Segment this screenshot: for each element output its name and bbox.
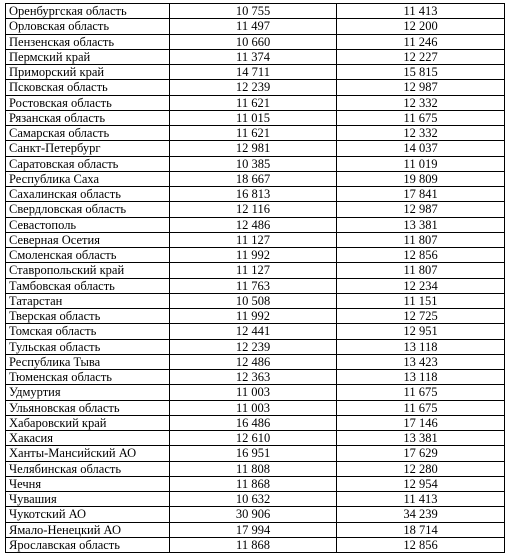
table-row	[6, 156, 505, 171]
value-1-cell: 11 374	[170, 49, 337, 64]
value-1-cell: 11 003	[170, 400, 337, 415]
value-1-cell: 11 015	[170, 110, 337, 125]
region-name-cell: Севастополь	[6, 217, 170, 232]
value-2-cell: 12 954	[337, 476, 505, 491]
region-name-cell: Республика Тыва	[6, 354, 170, 369]
table-row	[6, 80, 505, 95]
table-row	[6, 217, 505, 232]
table-row	[6, 522, 505, 537]
table-row	[6, 263, 505, 278]
region-name-cell: Удмуртия	[6, 385, 170, 400]
value-1-cell: 12 981	[170, 141, 337, 156]
value-2-cell: 12 227	[337, 49, 505, 64]
regions-table	[5, 3, 505, 553]
region-name-cell: Ямало-Ненецкий АО	[6, 522, 170, 537]
region-name-cell: Чечня	[6, 476, 170, 491]
value-1-cell: 10 660	[170, 34, 337, 49]
table-row	[6, 171, 505, 186]
table-row	[6, 202, 505, 217]
value-1-cell: 11 621	[170, 95, 337, 110]
value-2-cell: 11 413	[337, 4, 505, 19]
value-2-cell: 17 629	[337, 446, 505, 461]
table-row	[6, 400, 505, 415]
value-2-cell: 17 841	[337, 187, 505, 202]
region-name-cell: Тверская область	[6, 309, 170, 324]
value-1-cell: 10 385	[170, 156, 337, 171]
value-1-cell: 18 667	[170, 171, 337, 186]
value-2-cell: 18 714	[337, 522, 505, 537]
table-row	[6, 187, 505, 202]
table-row	[6, 537, 505, 552]
value-1-cell: 11 992	[170, 309, 337, 324]
region-name-cell: Ставропольский край	[6, 263, 170, 278]
value-1-cell: 11 992	[170, 248, 337, 263]
value-1-cell: 12 116	[170, 202, 337, 217]
value-1-cell: 11 763	[170, 278, 337, 293]
table-row	[6, 126, 505, 141]
table-row	[6, 339, 505, 354]
value-1-cell: 11 808	[170, 461, 337, 476]
value-1-cell: 12 441	[170, 324, 337, 339]
region-name-cell: Пермский край	[6, 49, 170, 64]
value-2-cell: 13 118	[337, 339, 505, 354]
region-name-cell: Приморский край	[6, 65, 170, 80]
region-name-cell: Чувашия	[6, 492, 170, 507]
table-row	[6, 385, 505, 400]
value-2-cell: 11 413	[337, 492, 505, 507]
region-name-cell: Самарская область	[6, 126, 170, 141]
region-name-cell: Ростовская область	[6, 95, 170, 110]
value-2-cell: 12 856	[337, 537, 505, 552]
table-row	[6, 141, 505, 156]
table-row	[6, 232, 505, 247]
value-1-cell: 11 127	[170, 232, 337, 247]
table-row	[6, 49, 505, 64]
table-row	[6, 19, 505, 34]
region-name-cell: Санкт-Петербург	[6, 141, 170, 156]
region-name-cell: Томская область	[6, 324, 170, 339]
value-2-cell: 12 200	[337, 19, 505, 34]
value-1-cell: 10 508	[170, 293, 337, 308]
value-2-cell: 12 725	[337, 309, 505, 324]
value-2-cell: 11 675	[337, 110, 505, 125]
table-row	[6, 370, 505, 385]
table-row	[6, 248, 505, 263]
value-1-cell: 11 621	[170, 126, 337, 141]
table-row	[6, 507, 505, 522]
value-1-cell: 11 127	[170, 263, 337, 278]
region-name-cell: Ярославская область	[6, 537, 170, 552]
value-2-cell: 12 951	[337, 324, 505, 339]
value-2-cell: 11 151	[337, 293, 505, 308]
value-2-cell: 11 807	[337, 263, 505, 278]
value-2-cell: 12 987	[337, 202, 505, 217]
value-1-cell: 11 497	[170, 19, 337, 34]
table-row	[6, 293, 505, 308]
table-row	[6, 65, 505, 80]
value-2-cell: 12 332	[337, 126, 505, 141]
table-row	[6, 354, 505, 369]
table-row	[6, 492, 505, 507]
value-2-cell: 13 118	[337, 370, 505, 385]
value-2-cell: 11 807	[337, 232, 505, 247]
value-1-cell: 14 711	[170, 65, 337, 80]
value-1-cell: 30 906	[170, 507, 337, 522]
region-name-cell: Хабаровский край	[6, 415, 170, 430]
value-1-cell: 12 486	[170, 354, 337, 369]
region-name-cell: Татарстан	[6, 293, 170, 308]
table-row	[6, 4, 505, 19]
region-name-cell: Орловская область	[6, 19, 170, 34]
value-1-cell: 16 486	[170, 415, 337, 430]
table-row	[6, 446, 505, 461]
value-1-cell: 12 610	[170, 431, 337, 446]
value-2-cell: 12 332	[337, 95, 505, 110]
region-name-cell: Чукотский АО	[6, 507, 170, 522]
region-name-cell: Смоленская область	[6, 248, 170, 263]
region-name-cell: Ханты-Мансийский АО	[6, 446, 170, 461]
value-2-cell: 11 675	[337, 385, 505, 400]
value-1-cell: 11 003	[170, 385, 337, 400]
region-name-cell: Оренбургская область	[6, 4, 170, 19]
region-name-cell: Рязанская область	[6, 110, 170, 125]
value-2-cell: 15 815	[337, 65, 505, 80]
value-1-cell: 17 994	[170, 522, 337, 537]
value-2-cell: 17 146	[337, 415, 505, 430]
value-1-cell: 12 239	[170, 339, 337, 354]
value-2-cell: 12 987	[337, 80, 505, 95]
value-2-cell: 11 675	[337, 400, 505, 415]
table-row	[6, 431, 505, 446]
value-2-cell: 12 280	[337, 461, 505, 476]
value-1-cell: 10 632	[170, 492, 337, 507]
table-row	[6, 461, 505, 476]
value-2-cell: 14 037	[337, 141, 505, 156]
value-1-cell: 12 486	[170, 217, 337, 232]
table-row	[6, 309, 505, 324]
region-name-cell: Тульская область	[6, 339, 170, 354]
value-2-cell: 11 246	[337, 34, 505, 49]
table-row	[6, 278, 505, 293]
table-row	[6, 110, 505, 125]
value-1-cell: 16 813	[170, 187, 337, 202]
value-1-cell: 11 868	[170, 537, 337, 552]
region-name-cell: Северная Осетия	[6, 232, 170, 247]
table-row	[6, 95, 505, 110]
region-name-cell: Свердловская область	[6, 202, 170, 217]
region-name-cell: Псковская область	[6, 80, 170, 95]
table-body	[6, 4, 505, 553]
region-name-cell: Республика Саха	[6, 171, 170, 186]
region-name-cell: Хакасия	[6, 431, 170, 446]
region-name-cell: Саратовская область	[6, 156, 170, 171]
table-row	[6, 34, 505, 49]
value-1-cell: 11 868	[170, 476, 337, 491]
region-name-cell: Пензенская область	[6, 34, 170, 49]
table-row	[6, 476, 505, 491]
region-name-cell: Ульяновская область	[6, 400, 170, 415]
region-name-cell: Сахалинская область	[6, 187, 170, 202]
value-1-cell: 10 755	[170, 4, 337, 19]
value-2-cell: 13 381	[337, 431, 505, 446]
value-2-cell: 19 809	[337, 171, 505, 186]
value-2-cell: 13 381	[337, 217, 505, 232]
value-2-cell: 34 239	[337, 507, 505, 522]
region-name-cell: Тамбовская область	[6, 278, 170, 293]
value-2-cell: 11 019	[337, 156, 505, 171]
value-2-cell: 12 856	[337, 248, 505, 263]
region-name-cell: Тюменская область	[6, 370, 170, 385]
region-name-cell: Челябинская область	[6, 461, 170, 476]
value-1-cell: 12 239	[170, 80, 337, 95]
table-row	[6, 324, 505, 339]
value-1-cell: 16 951	[170, 446, 337, 461]
value-2-cell: 13 423	[337, 354, 505, 369]
value-2-cell: 12 234	[337, 278, 505, 293]
value-1-cell: 12 363	[170, 370, 337, 385]
table-row	[6, 415, 505, 430]
